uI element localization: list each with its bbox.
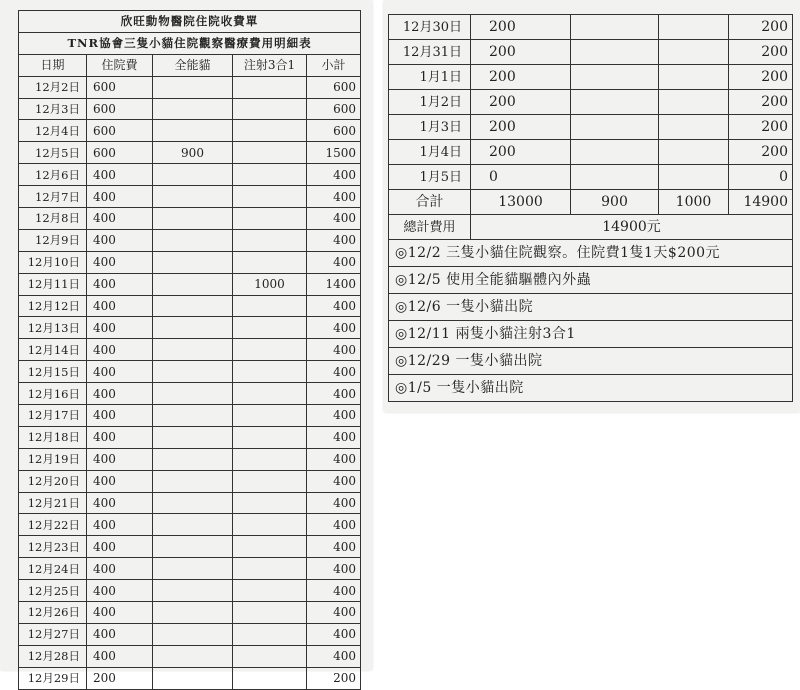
vaccine-cell — [233, 208, 307, 230]
date-cell: 12月31日 — [389, 40, 471, 65]
date-cell: 12月24日 — [19, 558, 87, 580]
hospital-fee-cell: 400 — [87, 317, 153, 339]
subtotal-cell: 400 — [307, 645, 361, 667]
subtotal-cell: 400 — [307, 186, 361, 208]
subtotal-cell: 400 — [307, 317, 361, 339]
vaccine-cell — [233, 623, 307, 645]
hospital-fee-cell: 400 — [87, 514, 153, 536]
vaccine-cell — [233, 361, 307, 383]
note-row — [389, 294, 793, 321]
hospital-fee-cell: 400 — [87, 208, 153, 230]
hospital-fee-cell: 600 — [87, 98, 153, 120]
vaccine-cell — [233, 536, 307, 558]
subtotal-cell: 400 — [307, 405, 361, 427]
revolution-cell — [153, 76, 233, 98]
table-row — [389, 15, 793, 40]
subtotal-cell: 600 — [307, 120, 361, 142]
note-text: ◎12/29 一隻小貓出院 — [389, 348, 793, 375]
hospital-fee-cell: 600 — [87, 76, 153, 98]
vaccine-cell — [659, 140, 729, 165]
subtotal-cell: 400 — [307, 295, 361, 317]
revolution-cell — [153, 645, 233, 667]
vaccine-cell — [233, 76, 307, 98]
hospital-fee-cell: 0 — [471, 165, 571, 190]
table-row — [19, 361, 361, 383]
header-vaccine: 注射3合1 — [233, 54, 307, 76]
table-row — [19, 645, 361, 667]
revolution-cell — [153, 295, 233, 317]
revolution-cell — [153, 492, 233, 514]
subtotal-cell: 400 — [307, 251, 361, 273]
subtotal-cell: 1400 — [307, 273, 361, 295]
subtotal-cell: 400 — [307, 361, 361, 383]
total-hospital-fee: 13000 — [471, 190, 571, 215]
subtotal-cell: 400 — [307, 448, 361, 470]
subtotal-cell: 400 — [307, 426, 361, 448]
date-cell: 12月18日 — [19, 426, 87, 448]
subtotal-cell: 0 — [729, 165, 793, 190]
revolution-cell — [153, 208, 233, 230]
table-row — [19, 317, 361, 339]
revolution-cell — [153, 251, 233, 273]
subtotal-cell: 1500 — [307, 142, 361, 164]
vaccine-cell — [659, 40, 729, 65]
hospital-fee-cell: 400 — [87, 164, 153, 186]
vaccine-cell — [233, 426, 307, 448]
hospital-fee-cell: 400 — [87, 295, 153, 317]
subtotal-cell: 200 — [729, 90, 793, 115]
table-row — [19, 164, 361, 186]
header-revolution: 全能貓 — [153, 54, 233, 76]
note-row — [389, 267, 793, 294]
date-cell: 1月2日 — [389, 90, 471, 115]
note-row — [389, 348, 793, 375]
date-cell: 1月3日 — [389, 115, 471, 140]
table-row — [19, 120, 361, 142]
table-row — [19, 273, 361, 295]
date-cell: 12月6日 — [19, 164, 87, 186]
revolution-cell — [571, 165, 659, 190]
vaccine-cell — [233, 558, 307, 580]
revolution-cell — [571, 40, 659, 65]
hospital-fee-cell: 200 — [471, 140, 571, 165]
vaccine-cell — [233, 667, 307, 689]
table-row — [389, 90, 793, 115]
date-cell: 12月19日 — [19, 448, 87, 470]
vaccine-cell — [233, 317, 307, 339]
revolution-cell — [153, 536, 233, 558]
hospital-fee-cell: 400 — [87, 492, 153, 514]
total-label: 合計 — [389, 190, 471, 215]
table-row — [19, 536, 361, 558]
table-row — [19, 295, 361, 317]
vaccine-cell — [233, 295, 307, 317]
vaccine-cell — [233, 602, 307, 624]
hospital-fee-cell: 200 — [471, 115, 571, 140]
table-row — [19, 251, 361, 273]
date-cell: 12月14日 — [19, 339, 87, 361]
total-revolution: 900 — [571, 190, 659, 215]
table-row — [19, 514, 361, 536]
hospital-fee-cell: 400 — [87, 645, 153, 667]
subtotal-cell: 200 — [307, 667, 361, 689]
vaccine-cell: 1000 — [233, 273, 307, 295]
hospital-fee-cell: 400 — [87, 273, 153, 295]
date-cell: 1月5日 — [389, 165, 471, 190]
date-cell: 12月5日 — [19, 142, 87, 164]
table-row — [19, 448, 361, 470]
table-row — [19, 208, 361, 230]
note-text: ◎12/6 一隻小貓出院 — [389, 294, 793, 321]
vaccine-cell — [233, 514, 307, 536]
subtotal-cell: 400 — [307, 339, 361, 361]
date-cell: 12月26日 — [19, 602, 87, 624]
subtotal-cell: 200 — [729, 65, 793, 90]
date-cell: 12月20日 — [19, 470, 87, 492]
vaccine-cell — [233, 580, 307, 602]
note-text: ◎12/5 使用全能貓驅體內外蟲 — [389, 267, 793, 294]
hospital-fee-cell: 400 — [87, 470, 153, 492]
subtotal-cell: 400 — [307, 470, 361, 492]
date-cell: 1月1日 — [389, 65, 471, 90]
column-header-row — [19, 54, 361, 76]
table-row — [389, 165, 793, 190]
vaccine-cell — [233, 186, 307, 208]
table-row — [19, 98, 361, 120]
revolution-cell — [153, 558, 233, 580]
fee-detail-table-right — [388, 14, 793, 402]
grand-total-label: 總計費用 — [389, 215, 471, 240]
date-cell: 12月9日 — [19, 229, 87, 251]
revolution-cell — [153, 667, 233, 689]
date-cell: 12月22日 — [19, 514, 87, 536]
revolution-cell — [153, 602, 233, 624]
fee-detail-table-left — [18, 10, 361, 690]
header-subtotal: 小計 — [307, 54, 361, 76]
hospital-fee-cell: 400 — [87, 536, 153, 558]
date-cell: 12月2日 — [19, 76, 87, 98]
date-cell: 12月13日 — [19, 317, 87, 339]
hospital-fee-cell: 400 — [87, 383, 153, 405]
table-row — [19, 142, 361, 164]
subtotal-cell: 200 — [729, 40, 793, 65]
revolution-cell — [153, 164, 233, 186]
table-row — [19, 76, 361, 98]
subtotal-cell: 400 — [307, 623, 361, 645]
table-row — [19, 339, 361, 361]
date-cell: 12月15日 — [19, 361, 87, 383]
table-row — [19, 229, 361, 251]
date-cell: 12月16日 — [19, 383, 87, 405]
table-row — [19, 383, 361, 405]
revolution-cell — [153, 273, 233, 295]
hospital-fee-cell: 400 — [87, 426, 153, 448]
date-cell: 12月11日 — [19, 273, 87, 295]
hospital-fee-cell: 200 — [87, 667, 153, 689]
date-cell: 12月3日 — [19, 98, 87, 120]
revolution-cell — [571, 15, 659, 40]
table-row — [389, 115, 793, 140]
revolution-cell — [153, 339, 233, 361]
subtotal-cell: 400 — [307, 229, 361, 251]
vaccine-cell — [233, 120, 307, 142]
vaccine-cell — [233, 470, 307, 492]
note-row — [389, 240, 793, 267]
header-date: 日期 — [19, 54, 87, 76]
total-vaccine: 1000 — [659, 190, 729, 215]
subtotal-cell: 200 — [729, 15, 793, 40]
grand-total-value: 14900元 — [471, 215, 793, 240]
hospital-fee-cell: 400 — [87, 339, 153, 361]
subtotal-cell: 400 — [307, 558, 361, 580]
revolution-cell — [571, 140, 659, 165]
subtotal-cell: 400 — [307, 536, 361, 558]
revolution-cell — [153, 361, 233, 383]
table-row — [19, 405, 361, 427]
revolution-cell — [571, 65, 659, 90]
revolution-cell — [153, 514, 233, 536]
hospital-fee-cell: 200 — [471, 90, 571, 115]
hospital-fee-cell: 400 — [87, 580, 153, 602]
subtotal-cell: 200 — [729, 140, 793, 165]
revolution-cell — [153, 229, 233, 251]
hospital-fee-cell: 200 — [471, 40, 571, 65]
note-row — [389, 375, 793, 402]
hospital-fee-cell: 600 — [87, 120, 153, 142]
hospital-fee-cell: 400 — [87, 186, 153, 208]
vaccine-cell — [233, 142, 307, 164]
date-cell: 12月27日 — [19, 623, 87, 645]
date-cell: 12月28日 — [19, 645, 87, 667]
vaccine-cell — [233, 645, 307, 667]
table-row — [19, 186, 361, 208]
table-row — [389, 40, 793, 65]
subtotal-cell: 200 — [729, 115, 793, 140]
vaccine-cell — [233, 229, 307, 251]
date-cell: 12月23日 — [19, 536, 87, 558]
table-row — [19, 492, 361, 514]
hospital-fee-cell: 200 — [471, 15, 571, 40]
revolution-cell — [153, 426, 233, 448]
vaccine-cell — [659, 65, 729, 90]
subtotal-cell: 400 — [307, 580, 361, 602]
date-cell: 12月30日 — [389, 15, 471, 40]
subtotal-cell: 400 — [307, 383, 361, 405]
hospital-fee-cell: 600 — [87, 142, 153, 164]
header-hospital-fee: 住院費 — [87, 54, 153, 76]
subtotal-cell: 400 — [307, 208, 361, 230]
vaccine-cell — [659, 15, 729, 40]
table-row — [19, 580, 361, 602]
vaccine-cell — [659, 115, 729, 140]
table-row — [389, 140, 793, 165]
table-row — [19, 558, 361, 580]
table-row — [19, 667, 361, 689]
vaccine-cell — [233, 339, 307, 361]
revolution-cell: 900 — [153, 142, 233, 164]
revolution-cell — [153, 383, 233, 405]
hospital-fee-cell: 400 — [87, 405, 153, 427]
note-text: ◎1/5 一隻小貓出院 — [389, 375, 793, 402]
date-cell: 12月21日 — [19, 492, 87, 514]
revolution-cell — [153, 580, 233, 602]
revolution-cell — [153, 120, 233, 142]
vaccine-cell — [659, 90, 729, 115]
date-cell: 12月25日 — [19, 580, 87, 602]
table-row — [389, 65, 793, 90]
total-subtotal: 14900 — [729, 190, 793, 215]
receipt-title-row — [19, 11, 361, 33]
revolution-cell — [153, 317, 233, 339]
grand-total-row — [389, 215, 793, 240]
hospital-fee-cell: 400 — [87, 602, 153, 624]
table-row — [19, 623, 361, 645]
note-text: ◎12/2 三隻小貓住院觀察。住院費1隻1天$200元 — [389, 240, 793, 267]
total-row — [389, 190, 793, 215]
subtotal-cell: 600 — [307, 76, 361, 98]
hospital-fee-cell: 400 — [87, 623, 153, 645]
vaccine-cell — [659, 165, 729, 190]
revolution-cell — [571, 90, 659, 115]
revolution-cell — [153, 448, 233, 470]
date-cell: 12月10日 — [19, 251, 87, 273]
table-row — [19, 426, 361, 448]
date-cell: 12月12日 — [19, 295, 87, 317]
date-cell: 12月29日 — [19, 667, 87, 689]
vaccine-cell — [233, 383, 307, 405]
subtotal-cell: 400 — [307, 514, 361, 536]
subtotal-cell: 400 — [307, 492, 361, 514]
date-cell: 12月4日 — [19, 120, 87, 142]
vaccine-cell — [233, 405, 307, 427]
subtotal-cell: 400 — [307, 164, 361, 186]
revolution-cell — [153, 623, 233, 645]
vaccine-cell — [233, 164, 307, 186]
date-cell: 12月17日 — [19, 405, 87, 427]
date-cell: 12月7日 — [19, 186, 87, 208]
revolution-cell — [571, 115, 659, 140]
revolution-cell — [153, 98, 233, 120]
revolution-cell — [153, 186, 233, 208]
hospital-fee-cell: 200 — [471, 65, 571, 90]
hospital-fee-cell: 400 — [87, 448, 153, 470]
date-cell: 12月8日 — [19, 208, 87, 230]
table-row — [19, 470, 361, 492]
receipt-subtitle: TNR協會三隻小貓住院觀察醫療費用明細表 — [19, 32, 361, 54]
hospital-fee-cell: 400 — [87, 229, 153, 251]
vaccine-cell — [233, 98, 307, 120]
hospital-fee-cell: 400 — [87, 361, 153, 383]
table-row — [19, 602, 361, 624]
receipt-title: 欣旺動物醫院住院收費單 — [19, 11, 361, 33]
vaccine-cell — [233, 448, 307, 470]
hospital-fee-cell: 400 — [87, 558, 153, 580]
receipt-subtitle-row — [19, 32, 361, 54]
revolution-cell — [153, 470, 233, 492]
hospital-fee-cell: 400 — [87, 251, 153, 273]
note-text: ◎12/11 兩隻小貓注射3合1 — [389, 321, 793, 348]
vaccine-cell — [233, 251, 307, 273]
vaccine-cell — [233, 492, 307, 514]
subtotal-cell: 600 — [307, 98, 361, 120]
revolution-cell — [153, 405, 233, 427]
subtotal-cell: 400 — [307, 602, 361, 624]
date-cell: 1月4日 — [389, 140, 471, 165]
note-row — [389, 321, 793, 348]
